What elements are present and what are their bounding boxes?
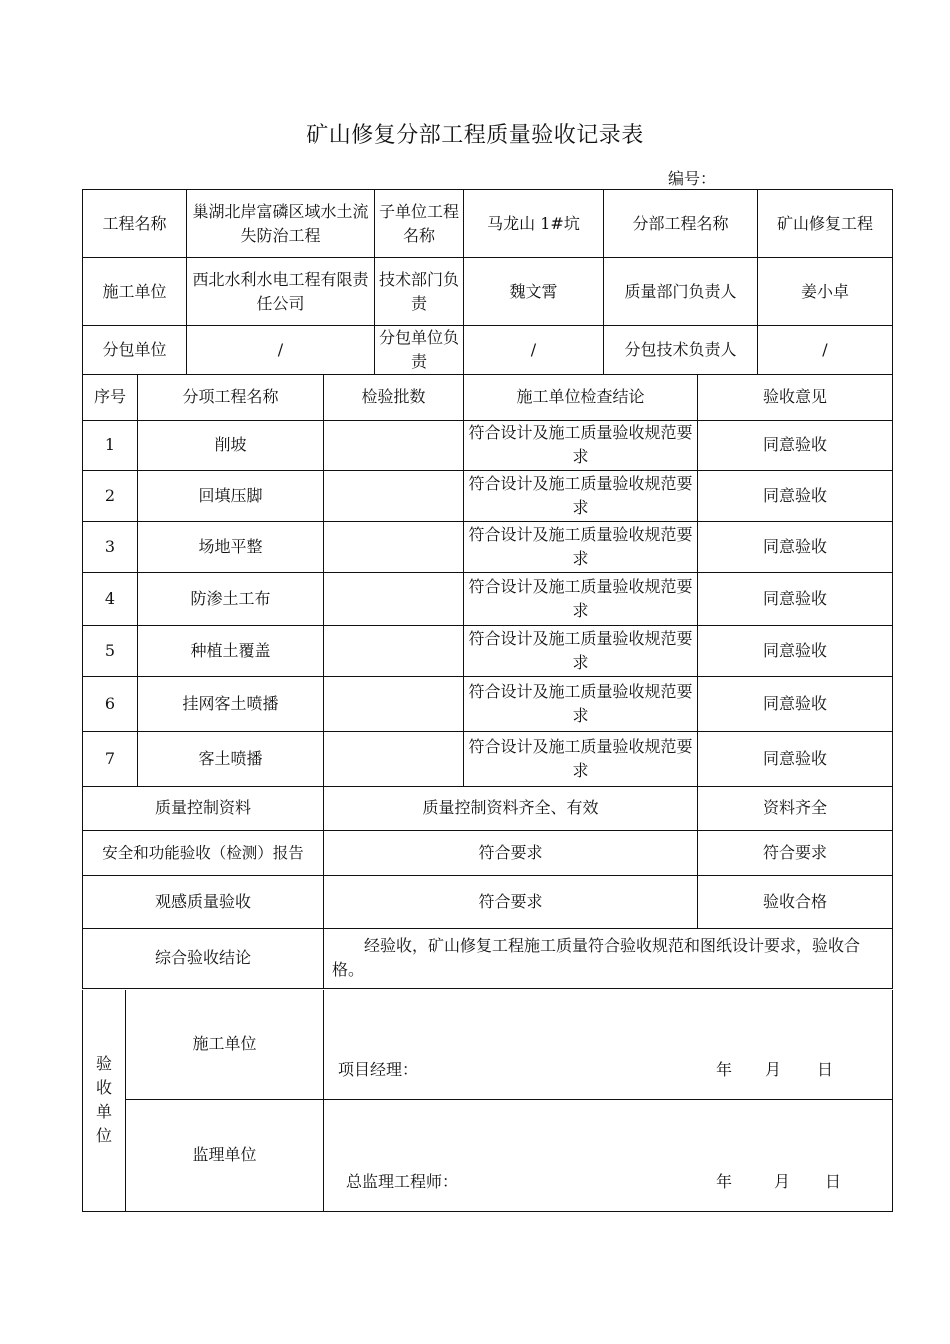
table-row	[83, 572, 893, 625]
row-batches[interactable]	[324, 420, 464, 470]
row-conclusion: 符合设计及施工质量验收规范要求	[464, 625, 698, 676]
row-name: 挂网客土喷播	[138, 676, 324, 731]
division-value[interactable]: 矿山修复工程	[758, 190, 893, 258]
table-row	[83, 521, 893, 572]
row-batches[interactable]	[324, 521, 464, 572]
sub-unit-value[interactable]: 马龙山 1#坑	[464, 190, 604, 258]
row-batches[interactable]	[324, 731, 464, 786]
header-row-subcontractor	[83, 326, 893, 375]
date-day-label: 日	[817, 1060, 834, 1079]
summary-check: 符合要求	[324, 875, 698, 928]
row-name: 场地平整	[138, 521, 324, 572]
signoff-contractor-label: 施工单位	[126, 990, 324, 1099]
signoff-row-supervisor	[83, 1099, 893, 1211]
sub-tech-value[interactable]: /	[758, 326, 893, 375]
row-name: 回填压脚	[138, 470, 324, 521]
col-header-name: 分项工程名称	[138, 374, 324, 420]
sub-contractor-value[interactable]: /	[187, 326, 375, 375]
table-row	[83, 731, 893, 786]
date-year-label: 年	[716, 1171, 733, 1191]
overall-label: 综合验收结论	[83, 928, 324, 988]
table-row	[83, 470, 893, 521]
row-no: 3	[83, 521, 138, 572]
summary-opinion: 符合要求	[698, 830, 893, 875]
contractor-label: 施工单位	[83, 258, 187, 326]
row-conclusion: 符合设计及施工质量验收规范要求	[464, 572, 698, 625]
row-conclusion: 符合设计及施工质量验收规范要求	[464, 521, 698, 572]
overall-row	[83, 928, 893, 988]
signoff-row-contractor	[83, 990, 893, 1099]
row-conclusion: 符合设计及施工质量验收规范要求	[464, 420, 698, 470]
signoff-group-char: 收	[95, 1078, 112, 1098]
row-batches[interactable]	[324, 676, 464, 731]
summary-opinion: 资料齐全	[698, 786, 893, 830]
project-manager-label: 项目经理：	[338, 1060, 419, 1079]
row-no: 2	[83, 470, 138, 521]
row-no: 4	[83, 572, 138, 625]
date-month-label: 月	[774, 1171, 791, 1191]
row-no: 7	[83, 731, 138, 786]
page-title: 矿山修复分部工程质量验收记录表	[306, 123, 644, 148]
tech-head-label: 技术部门负责	[375, 258, 464, 326]
summary-row	[83, 786, 893, 830]
col-header-batches: 检验批数	[324, 374, 464, 420]
summary-label: 质量控制资料	[83, 786, 324, 830]
row-opinion: 同意验收	[698, 521, 893, 572]
summary-opinion: 验收合格	[698, 875, 893, 928]
project-name-label: 工程名称	[83, 190, 187, 258]
signoff-contractor-sign-area[interactable]	[324, 990, 893, 1099]
table-row	[83, 625, 893, 676]
tech-head-value[interactable]: 魏文霄	[464, 258, 604, 326]
col-header-no: 序号	[83, 374, 138, 420]
row-opinion: 同意验收	[698, 572, 893, 625]
summary-check: 质量控制资料齐全、有效	[324, 786, 698, 830]
sub-tech-label: 分包技术负责人	[604, 326, 758, 375]
signoff-supervisor-label: 监理单位	[126, 1099, 324, 1211]
items-table	[82, 374, 893, 989]
quality-head-value[interactable]: 姜小卓	[758, 258, 893, 326]
date-day-label: 日	[825, 1171, 842, 1191]
sub-contractor-label: 分包单位	[83, 326, 187, 375]
sub-unit-label: 子单位工程名称	[375, 190, 464, 258]
summary-label: 安全和功能验收（检测）报告	[83, 830, 324, 875]
header-info-table	[82, 189, 893, 375]
chief-supervisor-label: 总监理工程师：	[346, 1171, 459, 1191]
row-opinion: 同意验收	[698, 420, 893, 470]
row-batches[interactable]	[324, 625, 464, 676]
summary-label: 观感质量验收	[83, 875, 324, 928]
signoff-group-char: 单	[95, 1102, 112, 1122]
row-conclusion: 符合设计及施工质量验收规范要求	[464, 470, 698, 521]
overall-conclusion[interactable]: 经验收，矿山修复工程施工质量符合验收规范和图纸设计要求，验收合格。	[324, 928, 893, 988]
signoff-group-label	[83, 990, 126, 1211]
header-row-contractor	[83, 258, 893, 326]
items-header-row	[83, 374, 893, 420]
summary-row	[83, 830, 893, 875]
header-row-project	[83, 190, 893, 258]
row-opinion: 同意验收	[698, 625, 893, 676]
division-label: 分部工程名称	[604, 190, 758, 258]
signoff-group-char: 验	[95, 1054, 112, 1074]
col-header-opinion: 验收意见	[698, 374, 893, 420]
row-name: 种植土覆盖	[138, 625, 324, 676]
date-year-label: 年	[716, 1060, 733, 1079]
table-row	[83, 420, 893, 470]
table-row	[83, 676, 893, 731]
row-opinion: 同意验收	[698, 731, 893, 786]
row-batches[interactable]	[324, 470, 464, 521]
row-conclusion: 符合设计及施工质量验收规范要求	[464, 731, 698, 786]
row-name: 客土喷播	[138, 731, 324, 786]
row-no: 1	[83, 420, 138, 470]
row-name: 削坡	[138, 420, 324, 470]
summary-row	[83, 875, 893, 928]
row-name: 防渗土工布	[138, 572, 324, 625]
sub-head-label: 分包单位负责	[375, 326, 464, 375]
signoff-supervisor-sign-area[interactable]	[324, 1099, 893, 1211]
row-no: 6	[83, 676, 138, 731]
row-opinion: 同意验收	[698, 676, 893, 731]
signoff-table	[82, 990, 893, 1212]
summary-check: 符合要求	[324, 830, 698, 875]
contractor-value[interactable]: 西北水利水电工程有限责任公司	[187, 258, 375, 326]
row-batches[interactable]	[324, 572, 464, 625]
serial-number-label: 编号：	[668, 169, 717, 188]
date-month-label: 月	[765, 1060, 782, 1079]
row-conclusion: 符合设计及施工质量验收规范要求	[464, 676, 698, 731]
project-name-value[interactable]: 巢湖北岸富磷区域水土流失防治工程	[187, 190, 375, 258]
signoff-group-char: 位	[95, 1126, 112, 1146]
sub-head-value[interactable]: /	[464, 326, 604, 375]
row-opinion: 同意验收	[698, 470, 893, 521]
row-no: 5	[83, 625, 138, 676]
col-header-conclusion: 施工单位检查结论	[464, 374, 698, 420]
quality-head-label: 质量部门负责人	[604, 258, 758, 326]
